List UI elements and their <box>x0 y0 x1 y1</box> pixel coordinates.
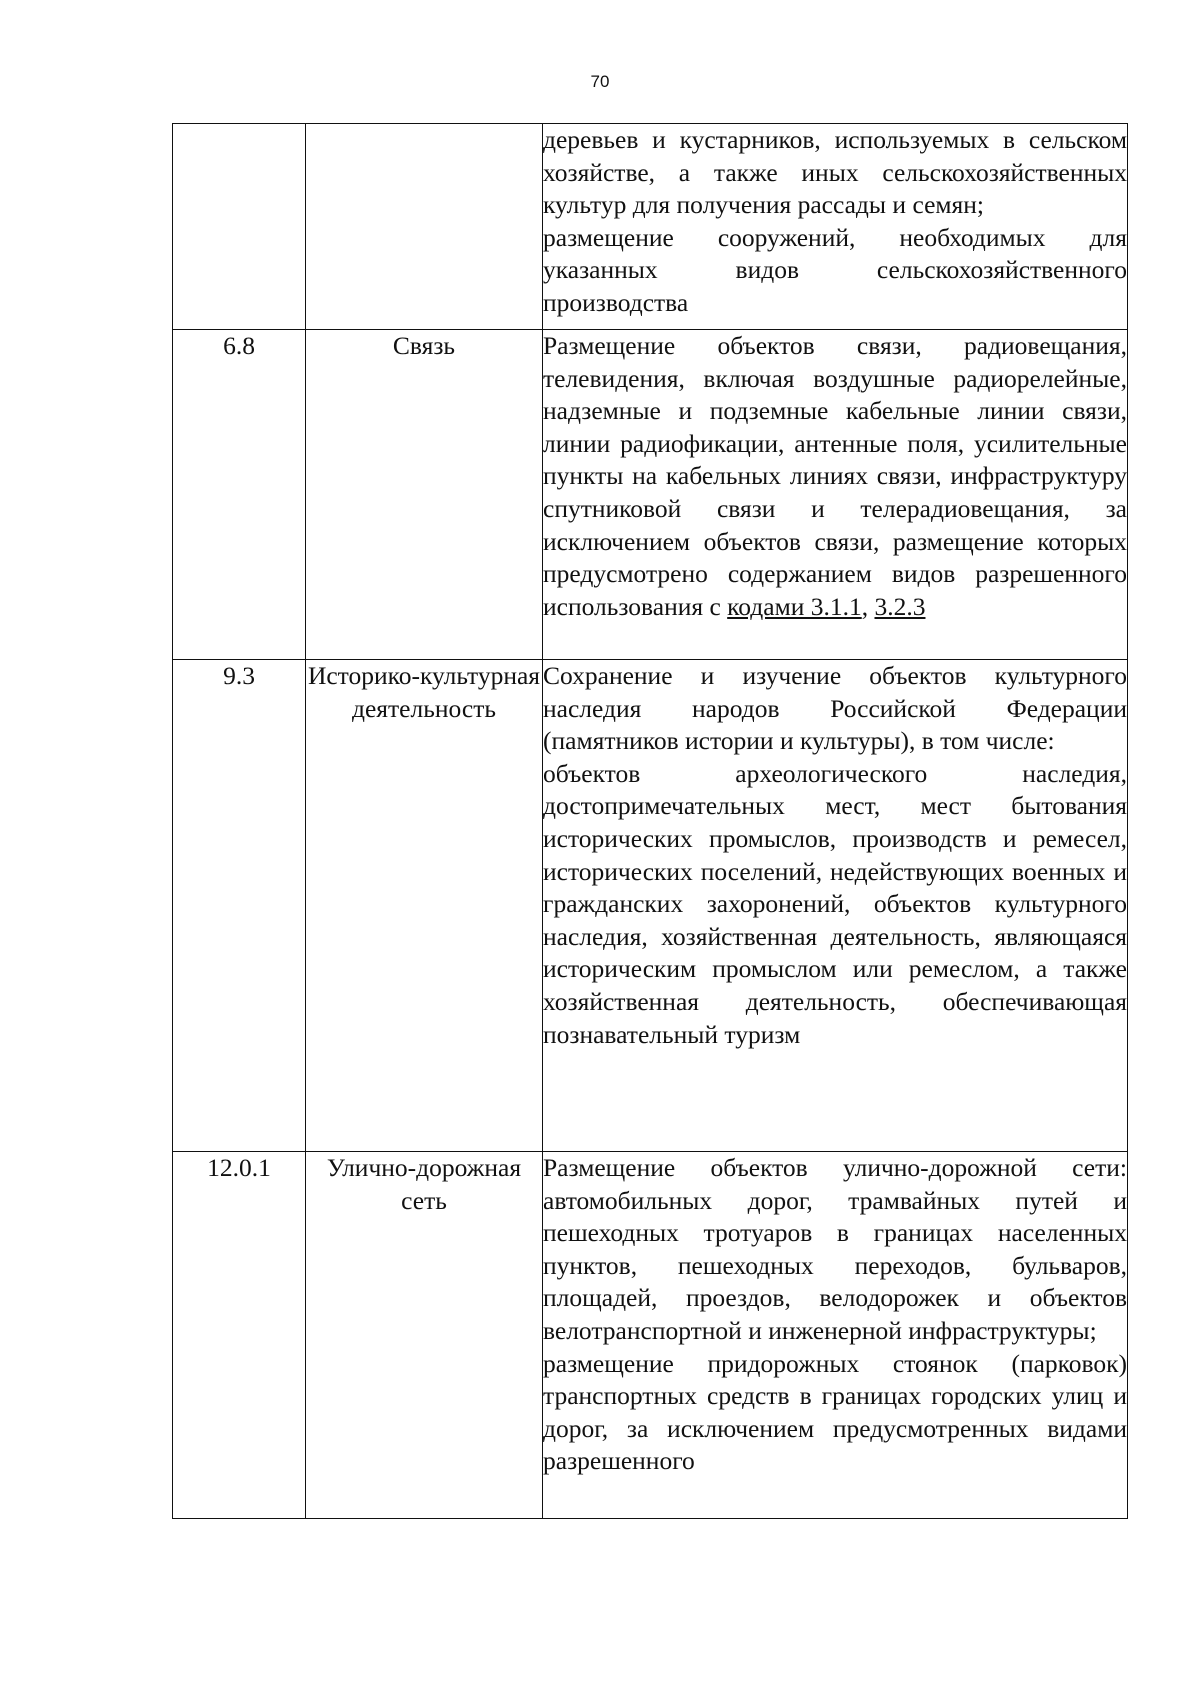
description-paragraph: размещение сооружений, необходимых для указанных видов сельскохозяйственного производства <box>543 222 1127 317</box>
land-use-table <box>172 123 1128 1519</box>
code-link[interactable]: кодами 3.1.1 <box>727 591 862 621</box>
code-cell <box>173 124 306 330</box>
description-cell <box>543 660 1128 1152</box>
description-paragraph: Размещение объектов улично-дорожной сети: автомобильных дорог, трамвайных путей и пешеходных тротуаров в границах населенных пунктов, пешеходных переходов, бульваров, площадей, проездов, велодорожек и объектов велотранспортной и инженерной инфраструктуры; <box>543 1153 1127 1345</box>
name-cell: Улично-дорожная сеть <box>306 1152 543 1519</box>
table-row <box>173 1152 1128 1519</box>
description-paragraph: размещение придорожных стоянок (парковок) транспортных средств в границах городских улиц и дорог, за исключением предусмотренных видами разрешенного <box>543 1348 1127 1476</box>
description-cell <box>543 124 1128 330</box>
code-cell: 6.8 <box>173 330 306 660</box>
code-cell: 12.0.1 <box>173 1152 306 1519</box>
description-cell <box>543 330 1128 660</box>
description-cell <box>543 1152 1128 1519</box>
name-cell <box>306 124 543 330</box>
description-text: Размещение объектов связи, радиовещания, телевидения, включая воздушные радиорелейные, надземные и подземные кабельные линии связи, линии радиофикации, антенные поля, усилительные пункты на кабельных линиях связи, инфраструктуру спутниковой связи и телерадиовещания, за исключением объектов связи, размещение которых предусмотрено содержанием видов разрешенного использования с <box>543 331 1127 621</box>
table-row <box>173 124 1128 330</box>
description-paragraph: Сохранение и изучение объектов культурного наследия народов Российской Федерации (памятников истории и культуры), в том числе: <box>543 661 1127 756</box>
description-paragraph: Размещение объектов связи, радиовещания, телевидения, включая воздушные радиорелейные, надземные и подземные кабельные линии связи, линии радиофикации, антенные поля, усилительные пункты на кабельных линиях связи, инфраструктуру спутниковой связи и телерадиовещания, за исключением объектов связи, размещение которых предусмотрено содержанием видов разрешенного использования с кодами 3.1.1, 3.2.3 <box>543 331 1127 621</box>
description-paragraph: деревьев и кустарников, используемых в сельском хозяйстве, а также иных сельскохозяйственных культур для получения рассады и семян; <box>543 125 1127 220</box>
name-cell: Историко-культурная деятельность <box>306 660 543 1152</box>
table-row <box>173 660 1128 1152</box>
name-cell: Связь <box>306 330 543 660</box>
code-cell: 9.3 <box>173 660 306 1152</box>
page-number: 70 <box>590 72 610 91</box>
table-row <box>173 330 1128 660</box>
description-paragraph: объектов археологического наследия, достопримечательных мест, мест бытования исторических промыслов, производств и ремесел, исторических поселений, недействующих военных и гражданских захоронений, объектов культурного наследия, хозяйственная деятельность, являющаяся историческим промыслом или ремеслом, а также хозяйственная деятельность, обеспечивающая познавательный туризм <box>543 758 1127 1049</box>
code-link[interactable]: 3.2.3 <box>874 591 926 621</box>
